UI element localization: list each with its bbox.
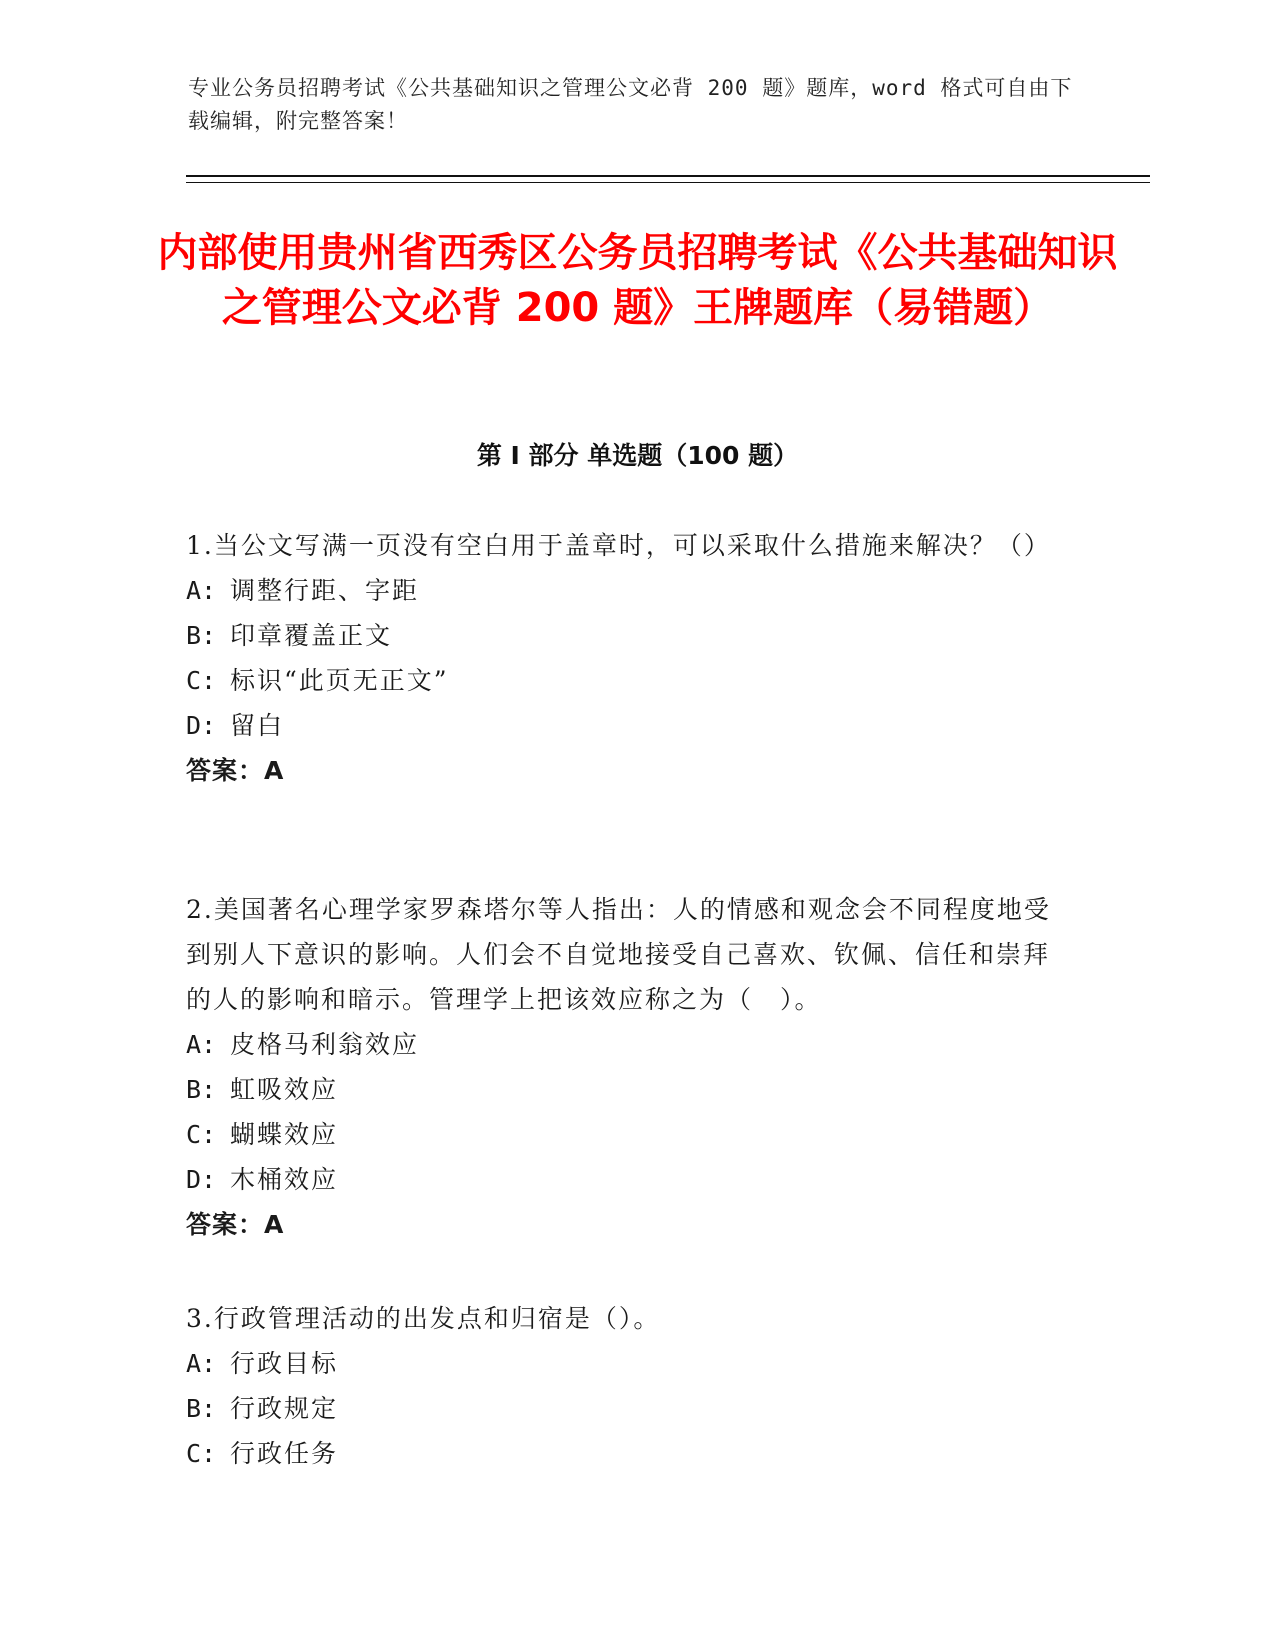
option-text: 印章覆盖正文 (230, 621, 393, 650)
option-b (186, 613, 1066, 658)
option-a (186, 1341, 1066, 1386)
option-letter: B: (186, 1075, 217, 1104)
option-text: 留白 (230, 711, 285, 740)
answer-line: 答案：A (186, 756, 285, 785)
option-letter: A: (186, 1349, 217, 1378)
option-b (186, 1067, 1066, 1112)
option-letter: C: (186, 666, 217, 695)
document-title: 内部使用贵州省西秀区公务员招聘考试《公共基础知识之管理公文必背 200 题》王牌题库（易错题） (157, 230, 1118, 331)
option-text: 虹吸效应 (230, 1075, 339, 1104)
option-a (186, 568, 1066, 613)
answer-line: 答案：A (186, 1210, 285, 1239)
header-note: 专业公务员招聘考试《公共基础知识之管理公文必背 200 题》题库，word 格式可自由下载编辑，附完整答案！ (188, 76, 1073, 133)
question-stem: 2.美国著名心理学家罗森塔尔等人指出：人的情感和观念会不同程度地受到别人下意识的影响。人们会不自觉地接受自己喜欢、钦佩、信任和崇拜的人的影响和暗示。管理学上把该效应称之为（ ）。 (186, 895, 1051, 1014)
option-letter: A: (186, 1030, 217, 1059)
option-letter: D: (186, 1165, 217, 1194)
option-c (186, 1112, 1066, 1157)
option-letter: B: (186, 1394, 217, 1423)
option-text: 行政目标 (230, 1349, 339, 1378)
header-divider-thick (186, 175, 1150, 177)
option-letter: D: (186, 711, 217, 740)
option-letter: C: (186, 1120, 217, 1149)
option-d (186, 1157, 1066, 1202)
option-text: 行政任务 (230, 1439, 339, 1468)
option-text: 标识“此页无正文” (230, 666, 449, 695)
option-text: 木桶效应 (230, 1165, 339, 1194)
question-stem: 3.行政管理活动的出发点和归宿是（）。 (186, 1304, 661, 1333)
option-letter: C: (186, 1439, 217, 1468)
option-b (186, 1386, 1066, 1431)
option-c (186, 658, 1066, 703)
option-text: 行政规定 (230, 1394, 339, 1423)
header-divider-thin (186, 182, 1150, 183)
option-text: 蝴蝶效应 (230, 1120, 339, 1149)
question-2 (186, 887, 1066, 1247)
question-3 (186, 1296, 1066, 1476)
option-letter: B: (186, 621, 217, 650)
option-a (186, 1022, 1066, 1067)
option-letter: A: (186, 576, 217, 605)
option-text: 调整行距、字距 (230, 576, 420, 605)
question-1 (186, 523, 1066, 793)
section-title: 第 I 部分 单选题（100 题） (476, 441, 799, 470)
option-text: 皮格马利翁效应 (230, 1030, 420, 1059)
option-d (186, 703, 1066, 748)
option-c (186, 1431, 1066, 1476)
question-stem: 1.当公文写满一页没有空白用于盖章时，可以采取什么措施来解决？（） (186, 531, 1051, 560)
